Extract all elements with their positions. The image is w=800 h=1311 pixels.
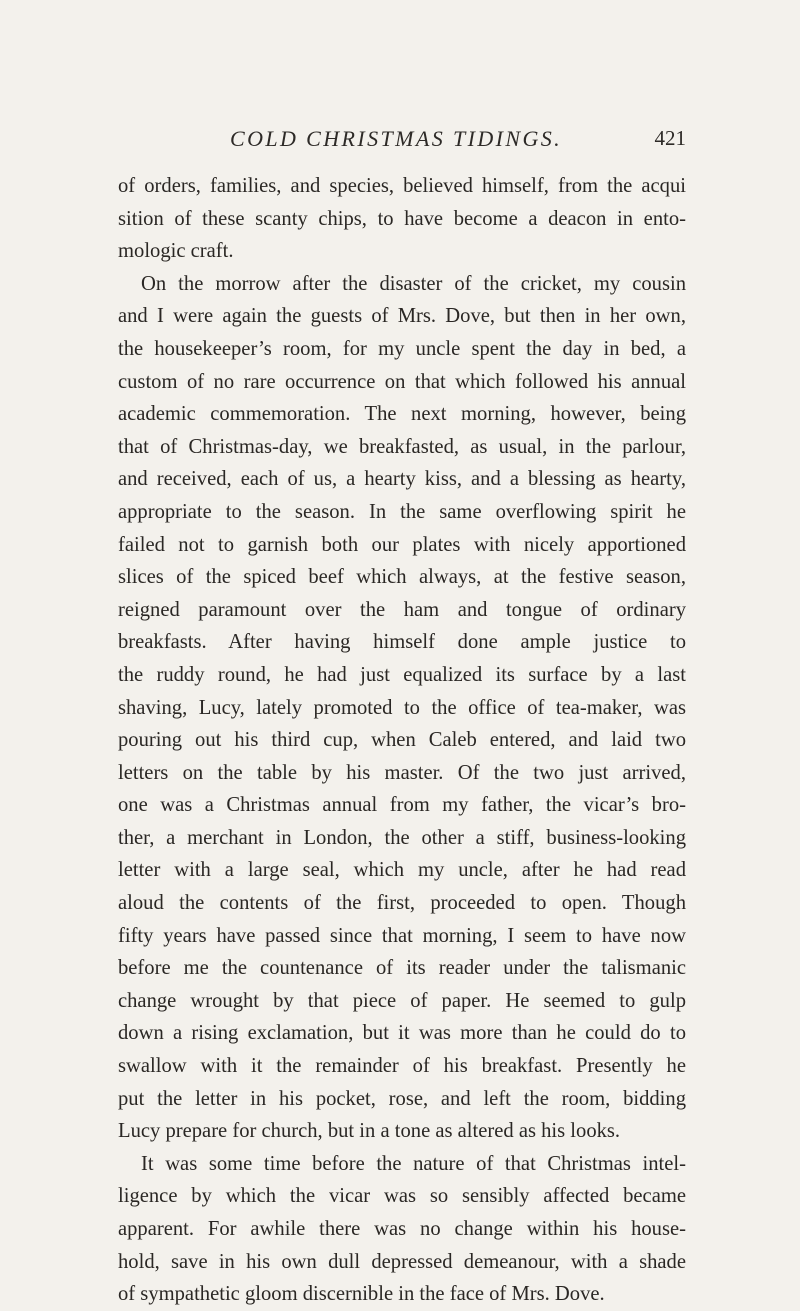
running-title: COLD CHRISTMAS TIDINGS.: [230, 126, 563, 151]
text-line: that of Christmas-day, we breakfasted, as usual, in the parlour,: [118, 435, 686, 458]
text-line: fifty years have passed since that morning, I seem to have now: [118, 924, 686, 947]
text-line: the ruddy round, he had just equalized its surface by a last: [118, 663, 686, 686]
text-line: put the letter in his pocket, rose, and left the room, bidding: [118, 1087, 686, 1110]
text-line: hold, save in his own dull depressed demeanour, with a shade: [118, 1250, 686, 1273]
text-line: swallow with it the remainder of his breakfast. Presently he: [118, 1055, 686, 1078]
text-line: ther, a merchant in London, the other a stiff, business-looking: [118, 826, 686, 849]
text-line: It was some time before the nature of that Christmas intel-: [141, 1152, 686, 1175]
text-line: one was a Christmas annual from my father, the vicar’s bro-: [118, 794, 686, 817]
text-line: custom of no rare occurrence on that which followed his annual: [118, 370, 686, 393]
text-line: letter with a large seal, which my uncle, after he had read: [118, 859, 686, 882]
text-line: of orders, families, and species, believed himself, from the acqui: [118, 175, 686, 197]
text-line: Lucy prepare for church, but in a tone as altered as his looks.: [118, 1120, 621, 1143]
text-line: of sympathetic gloom discernible in the face of Mrs. Dove.: [118, 1283, 605, 1306]
page-number: 421: [654, 126, 686, 150]
text-line: and I were again the guests of Mrs. Dove, but then in her own,: [118, 305, 686, 328]
page-header: [0, 126, 800, 154]
body-text: [118, 170, 686, 1311]
text-line: breakfasts. After having himself done ample justice to: [118, 631, 686, 654]
text-line: On the morrow after the disaster of the cricket, my cousin: [141, 272, 686, 295]
text-line: change wrought by that piece of paper. He seemed to gulp: [118, 989, 686, 1012]
text-line: before me the countenance of its reader under the talismanic: [118, 957, 686, 980]
text-line: ligence by which the vicar was so sensibly affected became: [118, 1185, 686, 1208]
text-line: pouring out his third cup, when Caleb entered, and laid two: [118, 729, 686, 752]
text-line: mologic craft.: [118, 240, 234, 263]
text-line: and received, each of us, a hearty kiss, and a blessing as hearty,: [118, 468, 686, 491]
text-line: shaving, Lucy, lately promoted to the office of tea-maker, was: [118, 696, 686, 719]
text-line: appropriate to the season. In the same overflowing spirit he: [118, 500, 686, 523]
text-line: letters on the table by his master. Of the two just arrived,: [118, 761, 686, 784]
text-line: aloud the contents of the first, proceeded to open. Though: [118, 892, 686, 915]
text-line: academic commemoration. The next morning, however, being: [118, 403, 686, 426]
text-line: slices of the spiced beef which always, at the festive season,: [118, 566, 686, 589]
text-line: reigned paramount over the ham and tongue of ordinary: [118, 598, 686, 621]
text-line: sition of these scanty chips, to have become a deacon in ento-: [118, 207, 686, 230]
text-line: the housekeeper’s room, for my uncle spent the day in bed, a: [118, 337, 686, 360]
text-line: failed not to garnish both our plates with nicely apportioned: [118, 533, 686, 556]
text-line: apparent. For awhile there was no change within his house-: [118, 1218, 686, 1240]
text-line: down a rising exclamation, but it was more than he could do to: [118, 1022, 686, 1045]
